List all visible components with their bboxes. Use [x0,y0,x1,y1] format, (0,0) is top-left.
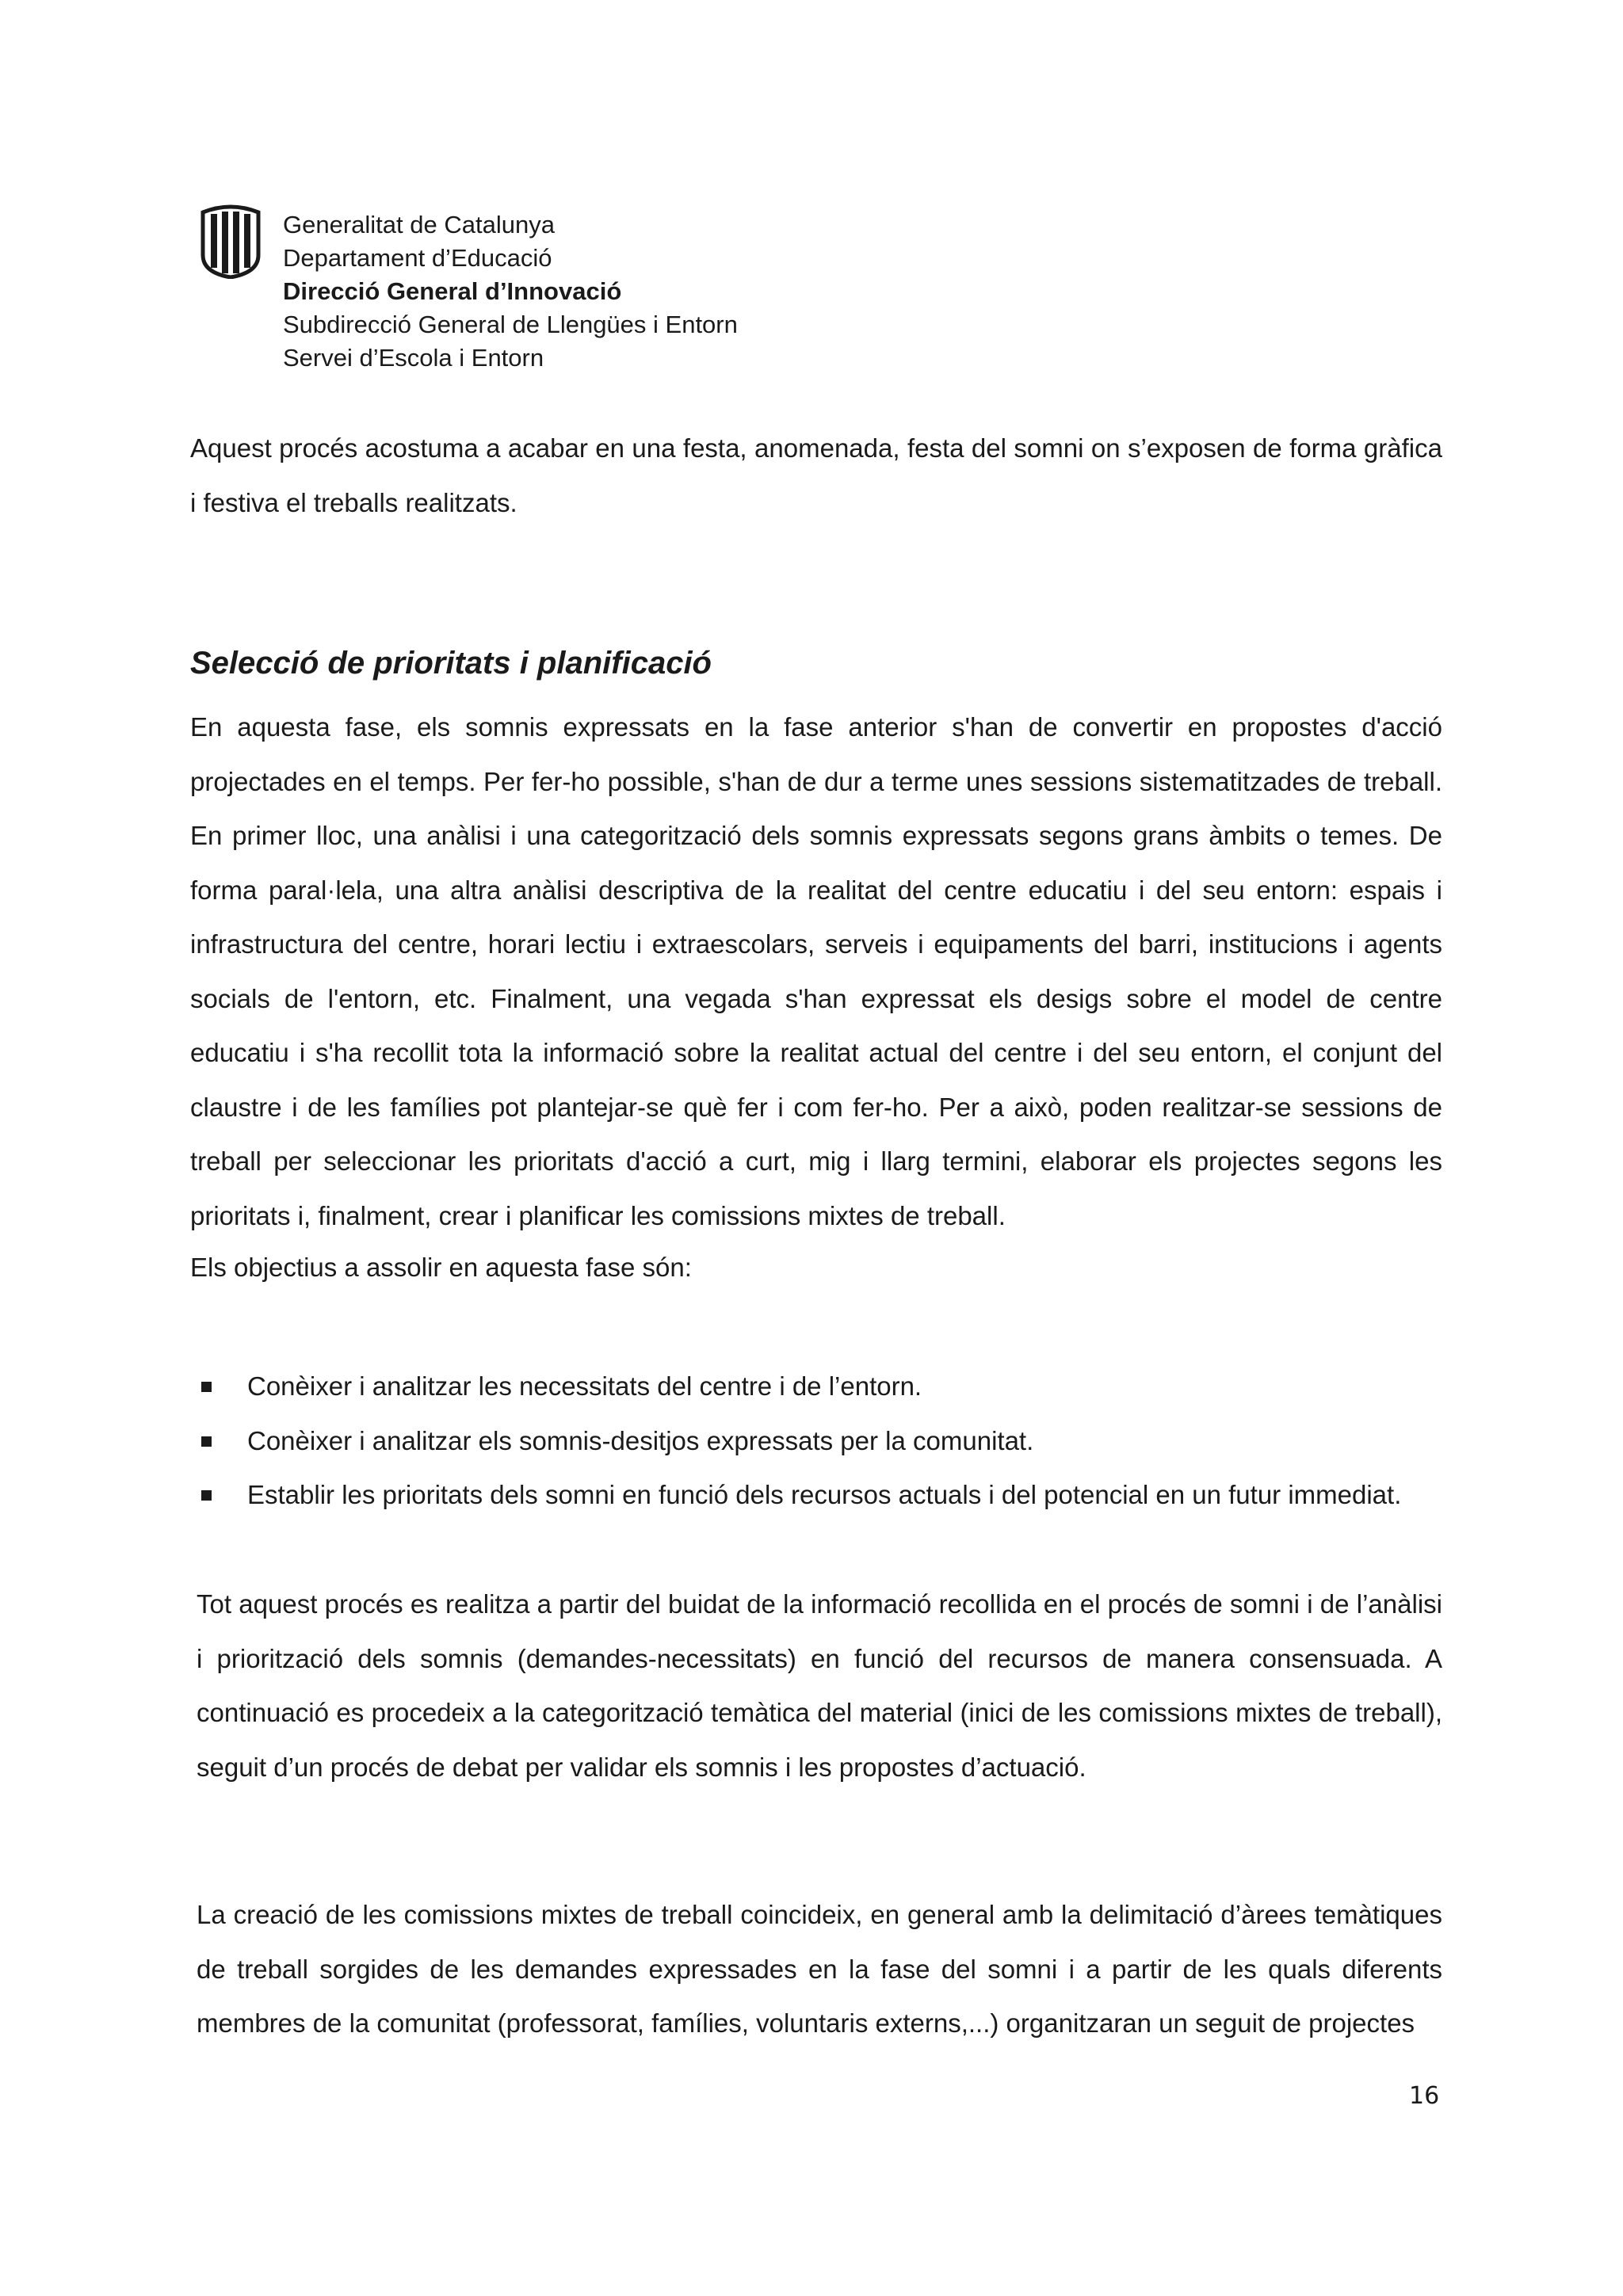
section-paragraph: En aquesta fase, els somnis expressats en la fase anterior s'han de convertir en propostes d'acció projectades en el temps. Per fer-ho possible, s'han de dur a terme unes sessions sistematitzades de treball. En primer lloc, una anàlisi i una categorització dels somnis expressats segons grans àmbits o temes. De forma paral·lela, una altra anàlisi descriptiva de la realitat del centre educatiu i del seu entorn: espais i infrastructura del centre, horari lectiu i extraescolars, serveis i equipaments del barri, institucions i agents socials de l'entorn, etc. Finalment, una vegada s'han expressat els desigs sobre el model de centre educatiu i s'ha recollit tota la informació sobre la realitat actual del centre i del seu entorn, el conjunt del claustre i de les famílies pot plantejar-se què fer i com fer-ho. Per a això, poden realitzar-se sessions de treball per seleccionar les prioritats d'acció a curt, mig i llarg termini, elaborar els projectes segons les prioritats i, finalment, crear i planificar les comissions mixtes de treball. [190,712,1442,1230]
bullet-square-icon [201,1436,212,1447]
commissions-paragraph: La creació de les comissions mixtes de treball coincideix, en general amb la delimitació d’àrees temàtiques de treball sorgides de les demandes expressades en la fase del somni i a partir de les quals diferents membres de la comunitat (professorat, famílies, voluntaris externs,...) organitzaran un seguit de projectes [197,1900,1442,2038]
objectives-list [190,1360,1442,1523]
header-line-service: Servei d’Escola i Entorn [283,344,544,372]
list-item [190,1360,1442,1414]
objective-text: Conèixer i analitzar els somnis-desitjos expressats per la comunitat. [247,1425,1034,1455]
page-number: 16 [1409,2082,1440,2110]
objectives-intro: Els objectius a assolir en aquesta fase són: [190,1253,692,1282]
intro-paragraph: Aquest procés acostuma a acabar en una festa, anomenada, festa del somni on s’exposen de forma gràfica i festiva el treballs realitzats. [190,433,1442,517]
header-line-subdirectorate: Subdirecció General de Llengües i Entorn [283,311,738,338]
bullet-square-icon [201,1490,212,1501]
section-title: Selecció de prioritats i planificació [190,646,712,681]
organization-block [283,208,738,375]
header-line-directorate: Direcció General d’Innovació [283,277,622,305]
process-paragraph: Tot aquest procés es realitza a partir del buidat de la informació recollida en el procés de somni i de l’anàlisi i priorització dels somnis (demandes-necessitats) en funció del recursos de manera consensuada. A continuació es procedeix a la categorització temàtica del material (inici de les comissions mixtes de treball), seguit d’un procés de debat per validar els somnis i les propostes d’actuació. [197,1589,1442,1782]
list-item [190,1468,1442,1523]
bullet-square-icon [201,1382,212,1392]
objective-text: Conèixer i analitzar les necessitats del centre i de l’entorn. [247,1371,922,1401]
list-item [190,1414,1442,1469]
header-line-government: Generalitat de Catalunya [283,211,555,238]
header-line-department: Departament d’Educació [283,244,552,272]
generalitat-logo-icon [198,204,263,279]
objective-text: Establir les prioritats dels somni en funció dels recursos actuals i del potencial en un futur immediat. [247,1480,1402,1509]
